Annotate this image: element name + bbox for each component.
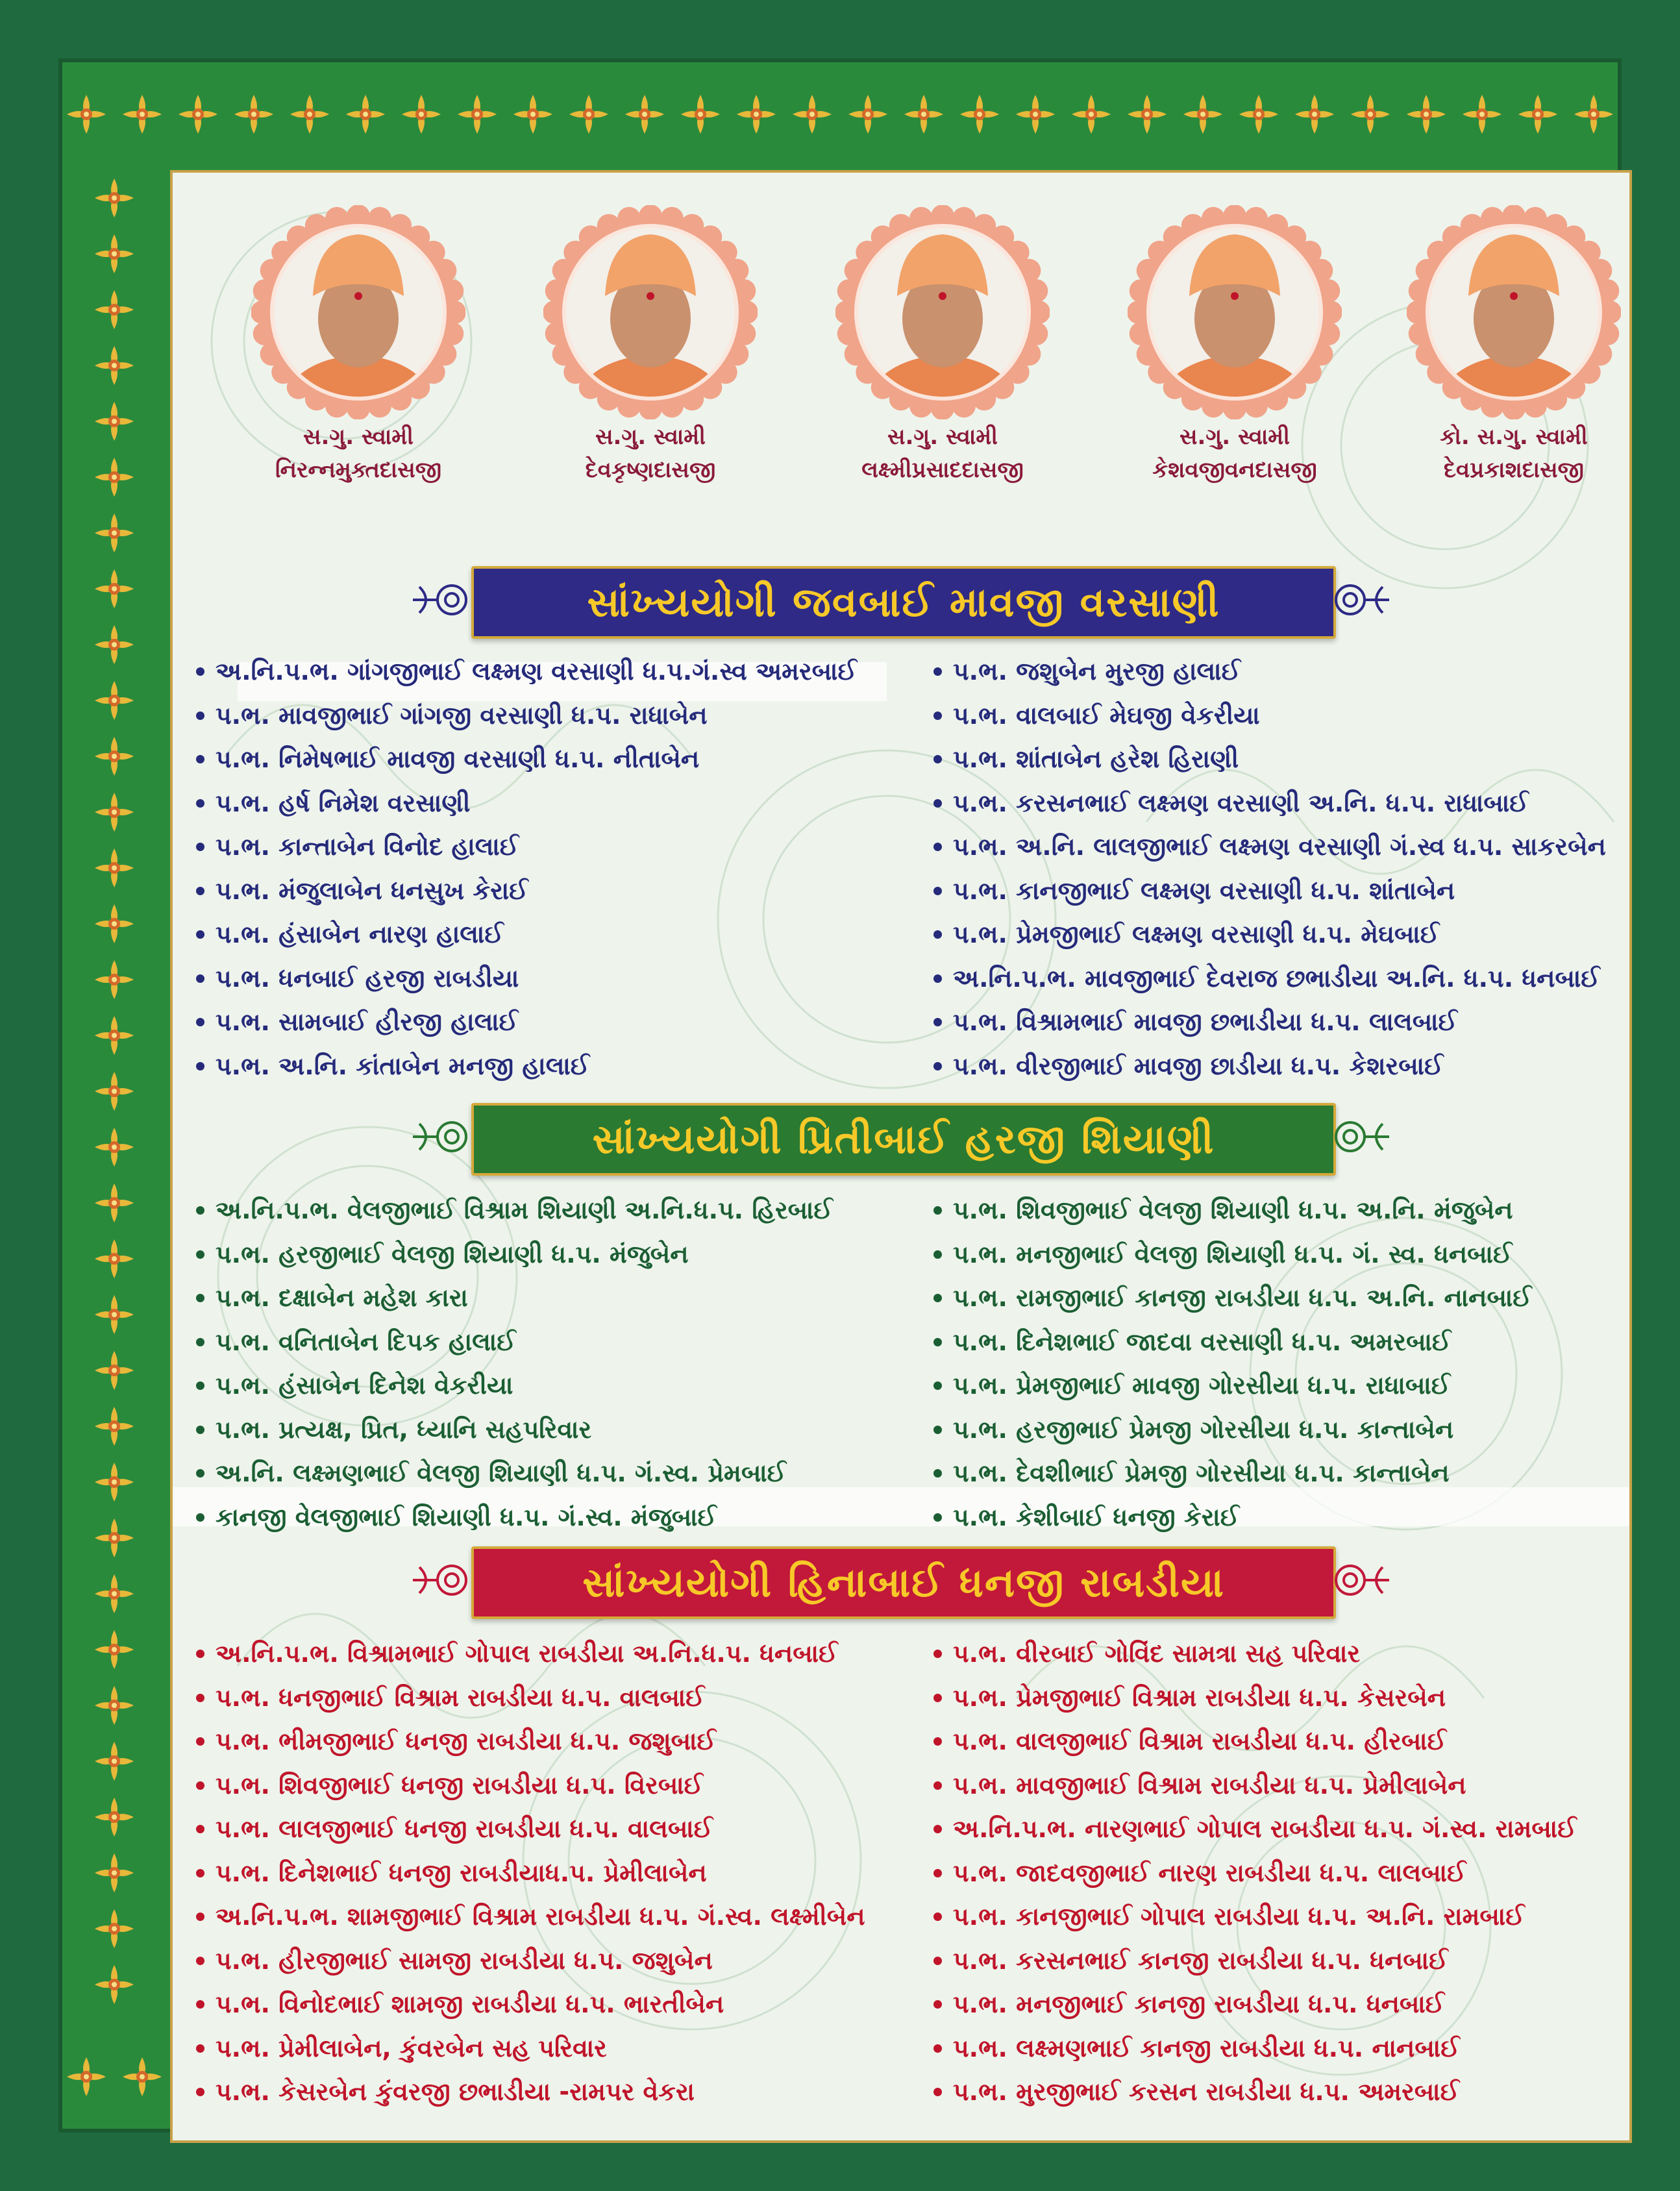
flower-tile-icon (95, 1295, 134, 1334)
flower-tile-icon (1239, 95, 1278, 134)
portrait-name: લક્ષ્મીપ્રસાદદાસજી (861, 456, 1024, 483)
flower-tile-icon (1183, 95, 1222, 134)
ornament-icon (406, 1104, 471, 1169)
flower-tile-icon (95, 1016, 134, 1055)
section-2-right-list (931, 1189, 1532, 1539)
flower-tile-icon (1128, 95, 1167, 134)
section-3-left-list (193, 1632, 865, 2114)
list-item: પ.ભ. વીરજીભાઈ માવજી છાડીયા ધ.પ. કેશરબાઈ (931, 1045, 1606, 1089)
portrait-photo (251, 205, 465, 419)
list-item: પ.ભ. ભીમજીભાઈ ધનજી રાબડીયા ધ.પ. જશુબાઈ (193, 1720, 865, 1764)
list-item: અ.નિ.પ.ભ. માવજીભાઈ દેવરાજ છભાડીયા અ.નિ. ધ.પ. ધનબાઈ (931, 957, 1606, 1001)
flower-tile-icon (1295, 95, 1334, 134)
flower-tile-icon (513, 95, 552, 134)
portrait-card (1098, 205, 1371, 484)
flower-tile-icon (95, 1072, 134, 1111)
flower-tile-icon (95, 625, 134, 664)
flower-tile-icon (95, 1183, 134, 1222)
flower-tile-icon (1016, 95, 1055, 134)
flower-tile-icon (458, 95, 497, 134)
list-item: પ.ભ. સામબાઈ હીરજી હાલાઈ (193, 1000, 857, 1045)
section-1-right-list (931, 650, 1606, 1088)
section-1-banner (173, 561, 1629, 639)
list-item: પ.ભ. દિનેશભાઈ જાદવા વરસાણી ધ.પ. અમરબાઈ (931, 1320, 1532, 1365)
flower-tile-icon (95, 848, 134, 887)
flower-tile-icon (1518, 95, 1557, 134)
flower-tile-icon (402, 95, 441, 134)
list-item: અ.નિ.પ.ભ. ગાંગજીભાઈ લક્ષ્મણ વરસાણી ધ.પ.ગં.સ્વ અમરબાઈ (193, 650, 857, 694)
list-item: પ.ભ. કાન્તાબેન વિનોદ હાલાઈ (193, 825, 857, 869)
list-item: પ.ભ. દિનેશભાઈ ધનજી રાબડીયાધ.પ. પ્રેમીલાબેન (193, 1851, 865, 1896)
section-2-left-list (193, 1189, 833, 1539)
list-item: પ.ભ. રામજીભાઈ કાનજી રાબડીયા ધ.પ. અ.નિ. નાનબાઈ (931, 1276, 1532, 1320)
list-item: અ.નિ.પ.ભ. શામજીભાઈ વિશ્રામ રાબડીયા ધ.પ. ગં.સ્વ. લક્ષ્મીબેન (193, 1895, 865, 1939)
section-2-banner (173, 1098, 1629, 1176)
flower-tile-icon (123, 95, 162, 134)
flower-tile-icon (346, 95, 385, 134)
list-item: કાનજી વેલજીભાઈ શિયાણી ધ.પ. ગં.સ્વ. મંજુબાઈ (193, 1496, 833, 1540)
flower-tile-icon (95, 737, 134, 776)
portrait-name: કેશવજીવનદાસજી (1152, 456, 1317, 483)
flower-tile-icon (904, 95, 943, 134)
list-item: પ.ભ. વિનોદભાઈ શામજી રાબડીયા ધ.પ. ભારતીબેન (193, 1983, 865, 2027)
list-item: પ.ભ. પ્રેમજીભાઈ માવજી ગોરસીયા ધ.પ. રાધાબાઈ (931, 1364, 1532, 1408)
ornament-icon (406, 567, 471, 632)
list-item: પ.ભ. શાંતાબેન હરેશ હિરાણી (931, 737, 1606, 782)
portrait-photo (1128, 205, 1342, 419)
flower-tile-icon (95, 1239, 134, 1278)
flower-tile-icon (179, 95, 217, 134)
flower-tile-icon (234, 95, 273, 134)
list-item: પ.ભ. મનજીભાઈ વેલજી શિયાણી ધ.પ. ગં. સ્વ. ધનબાઈ (931, 1233, 1532, 1277)
list-item: પ.ભ. પ્રત્યક્ષ, પ્રિત, ધ્યાનિ સહપરિવાર (193, 1408, 833, 1452)
list-item: પ.ભ. કેસરબેન કુંવરજી છભાડીયા -રામપર વેકરા (193, 2070, 865, 2114)
portrait-card (222, 205, 495, 484)
flower-tile-icon (95, 1909, 134, 1948)
flower-tile-icon (95, 1463, 134, 1502)
list-item: પ.ભ. હંસાબેન નારણ હાલાઈ (193, 913, 857, 957)
flower-tile-icon (95, 1407, 134, 1446)
flower-tile-icon (1351, 95, 1390, 134)
flower-tile-icon (95, 402, 134, 441)
portrait-name: દેવકૃષ્ણદાસજી (585, 456, 716, 483)
list-item: પ.ભ. વનિતાબેન દિપક હાલાઈ (193, 1320, 833, 1365)
list-item: પ.ભ. દેવશીભાઈ પ્રેમજી ગોરસીયા ધ.પ. કાન્તાબેન (931, 1452, 1532, 1496)
section-2-title-box (471, 1103, 1336, 1176)
ornament-icon (1331, 1548, 1396, 1613)
flower-tile-icon (95, 681, 134, 720)
list-item: પ.ભ. પ્રેમીલાબેન, કુંવરબેન સહ પરિવાર (193, 2027, 865, 2071)
list-item: પ.ભ. હીરજીભાઈ સામજી રાબડીયા ધ.પ. જશુબેન (193, 1939, 865, 1983)
list-item: પ.ભ. શિવજીભાઈ વેલજી શિયાણી ધ.પ. અ.નિ. મંજુબેન (931, 1189, 1532, 1233)
flower-tile-icon (95, 458, 134, 497)
portrait-title: સ.ગુ. સ્વામી (1179, 424, 1291, 450)
section-1-title-box (471, 566, 1336, 639)
flower-tile-icon (95, 1853, 134, 1892)
list-item: પ.ભ. જાદવજીભાઈ નારણ રાબડીયા ધ.પ. લાલબાઈ (931, 1851, 1577, 1896)
section-1-title: સાંખ્યયોગી જવબાઈ માવજી વરસાણી (587, 578, 1220, 626)
list-item: પ.ભ. મંજુલાબેન ધનસુખ કેરાઈ (193, 869, 857, 913)
list-item: પ.ભ. વાલજીભાઈ વિશ્રામ રાબડીયા ધ.પ. હીરબાઈ (931, 1720, 1577, 1764)
list-item: પ.ભ. અ.નિ. કાંતાબેન મનજી હાલાઈ (193, 1045, 857, 1089)
list-item: પ.ભ. હરજીભાઈ વેલજી શિયાણી ધ.પ. મંજુબેન (193, 1233, 833, 1277)
section-1-left-list (193, 650, 857, 1088)
flower-tile-icon (1072, 95, 1111, 134)
flower-tile-icon (95, 1574, 134, 1613)
flower-tile-icon (95, 1128, 134, 1167)
list-item: પ.ભ. દક્ષાબેન મહેશ કારા (193, 1276, 833, 1320)
list-item: પ.ભ. હરજીભાઈ પ્રેમજી ગોરસીયા ધ.પ. કાન્તાબેન (931, 1408, 1532, 1452)
portrait-title: કો. સ.ગુ. સ્વામી (1440, 424, 1588, 450)
list-item: પ.ભ. નિમેષભાઈ માવજી વરસાણી ધ.પ. નીતાબેન (193, 737, 857, 782)
section-3-title: સાંખ્યયોગી હિનાબાઈ ધનજી રાબડીયા (582, 1559, 1225, 1606)
list-item: પ.ભ. કરસનભાઈ લક્ષ્મણ વરસાણી અ.નિ. ધ.પ. રાધાબાઈ (931, 782, 1606, 826)
list-item: પ.ભ. પ્રેમજીભાઈ લક્ષ્મણ વરસાણી ધ.પ. મેઘબાઈ (931, 913, 1606, 957)
flower-tile-icon (95, 1798, 134, 1837)
flower-tile-icon (290, 95, 329, 134)
list-item: પ.ભ. શિવજીભાઈ ધનજી રાબડીયા ધ.પ. વિરબાઈ (193, 1764, 865, 1808)
portrait-photo (1407, 205, 1621, 419)
list-item: પ.ભ. હર્ષ નિમેશ વરસાણી (193, 782, 857, 826)
floral-border (58, 58, 1622, 2133)
list-item: અ.નિ.પ.ભ. વિશ્રામભાઈ ગોપાલ રાબડીયા અ.નિ.ધ.પ. ધનબાઈ (193, 1632, 865, 1676)
flower-tile-icon (1574, 95, 1613, 134)
list-item: પ.ભ. કાનજીભાઈ લક્ષ્મણ વરસાણી ધ.પ. શાંતાબેન (931, 869, 1606, 913)
list-item: પ.ભ. કાનજીભાઈ ગોપાલ રાબડીયા ધ.પ. અ.નિ. રામબાઈ (931, 1895, 1577, 1939)
flower-tile-icon (95, 179, 134, 217)
list-item: પ.ભ. લક્ષ્મણભાઈ કાનજી રાબડીયા ધ.પ. નાનબાઈ (931, 2027, 1577, 2071)
flower-tile-icon (737, 95, 776, 134)
flower-tile-icon (681, 95, 720, 134)
flower-tile-icon (960, 95, 999, 134)
list-item: પ.ભ. કેશીબાઈ ધનજી કેરાઈ (931, 1496, 1532, 1540)
portrait-title: સ.ગુ. સ્વામી (595, 424, 706, 450)
portrait-card (806, 205, 1079, 484)
content-panel (170, 170, 1632, 2143)
section-3-title-box (471, 1546, 1336, 1619)
list-item: પ.ભ. કરસનભાઈ કાનજી રાબડીયા ધ.પ. ધનબાઈ (931, 1939, 1577, 1983)
section-2-title: સાંખ્યયોગી પ્રિતીબાઈ હરજી શિયાણી (592, 1115, 1215, 1163)
list-item: પ.ભ. માવજીભાઈ ગાંગજી વરસાણી ધ.પ. રાધાબેન (193, 694, 857, 738)
flower-tile-icon (95, 569, 134, 608)
portrait-name: નિરન્નમુક્તદાસજી (275, 456, 442, 483)
flower-tile-icon (95, 1518, 134, 1557)
list-item: પ.ભ. વાલબાઈ મેઘજી વેકરીયા (931, 694, 1606, 738)
flower-tile-icon (793, 95, 832, 134)
portrait-title: સ.ગુ. સ્વામી (303, 424, 414, 450)
list-item: પ.ભ. ધનબાઈ હરજી રાબડીયા (193, 957, 857, 1001)
flower-tile-icon (1407, 95, 1446, 134)
list-item: પ.ભ. વિશ્રામભાઈ માવજી છભાડીયા ધ.પ. લાલબાઈ (931, 1000, 1606, 1045)
flower-tile-icon (95, 1630, 134, 1669)
list-item: અ.નિ. લક્ષ્મણભાઈ વેલજી શિયાણી ધ.પ. ગં.સ્વ. પ્રેમબાઈ (193, 1452, 833, 1496)
portrait-title: સ.ગુ. સ્વામી (887, 424, 998, 450)
section-3-right-list (931, 1632, 1577, 2114)
portrait-photo (835, 205, 1050, 419)
flower-tile-icon (67, 2057, 106, 2096)
list-item: પ.ભ. મનજીભાઈ કાનજી રાબડીયા ધ.પ. ધનબાઈ (931, 1983, 1577, 2027)
list-item: પ.ભ. જશુબેન મુરજી હાલાઈ (931, 650, 1606, 694)
flower-tile-icon (848, 95, 887, 134)
saints-portraits (173, 205, 1629, 569)
ornament-icon (406, 1548, 471, 1613)
flower-tile-icon (95, 346, 134, 385)
portrait-name: દેવપ્રકાશદાસજી (1443, 456, 1584, 483)
ornament-icon (1331, 1104, 1396, 1169)
list-item: પ.ભ. માવજીભાઈ વિશ્રામ રાબડીયા ધ.પ. પ્રેમીલાબેન (931, 1764, 1577, 1808)
list-item: પ.ભ. લાલજીભાઈ ધનજી રાબડીયા ધ.પ. વાલબાઈ (193, 1807, 865, 1851)
list-item: પ.ભ. મુરજીભાઈ કરસન રાબડીયા ધ.પ. અમરબાઈ (931, 2070, 1577, 2114)
portrait-photo (543, 205, 758, 419)
list-item: પ.ભ. ધનજીભાઈ વિશ્રામ રાબડીયા ધ.પ. વાલબાઈ (193, 1676, 865, 1720)
flower-tile-icon (95, 793, 134, 832)
flower-tile-icon (95, 1742, 134, 1781)
list-item: પ.ભ. પ્રેમજીભાઈ વિશ્રામ રાબડીયા ધ.પ. કેસરબેન (931, 1676, 1577, 1720)
list-item: અ.નિ.પ.ભ. વેલજીભાઈ વિશ્રામ શિયાણી અ.નિ.ધ.પ. હિરબાઈ (193, 1189, 833, 1233)
flower-tile-icon (95, 290, 134, 329)
flower-tile-icon (95, 1351, 134, 1390)
flower-tile-icon (1463, 95, 1501, 134)
list-item: અ.નિ.પ.ભ. નારણભાઈ ગોપાલ રાબડીયા ધ.પ. ગં.સ્વ. રામબાઈ (931, 1807, 1577, 1851)
ornament-icon (1331, 567, 1396, 632)
portrait-card (1377, 205, 1632, 484)
flower-tile-icon (95, 904, 134, 943)
list-item: પ.ભ. હંસાબેન દિનેશ વેકરીયા (193, 1364, 833, 1408)
flower-tile-icon (95, 234, 134, 273)
section-3-banner (173, 1541, 1629, 1619)
list-item: પ.ભ. વીરબાઈ ગોવિંદ સામત્રા સહ પરિવાર (931, 1632, 1577, 1676)
flower-tile-icon (95, 1965, 134, 2004)
portrait-card (514, 205, 787, 484)
flower-tile-icon (95, 514, 134, 552)
flower-tile-icon (625, 95, 664, 134)
flower-tile-icon (67, 95, 106, 134)
flower-tile-icon (123, 2057, 162, 2096)
flower-tile-icon (569, 95, 608, 134)
list-item: પ.ભ. અ.નિ. લાલજીભાઈ લક્ષ્મણ વરસાણી ગં.સ્વ ધ.પ. સાકરબેન (931, 825, 1606, 869)
flower-tile-icon (95, 960, 134, 999)
flower-tile-icon (95, 1686, 134, 1725)
